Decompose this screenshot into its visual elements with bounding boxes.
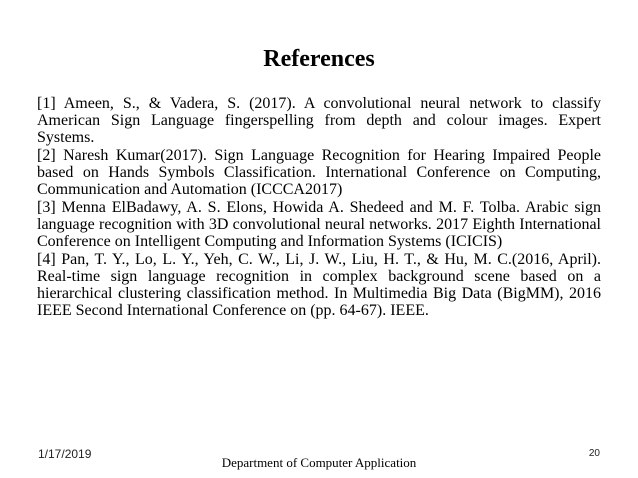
reference-item-1: [1] Ameen, S., & Vadera, S. (2017). A convolutional neural network to classify American Sign Language fingerspelling from depth and colour images. Expert Systems. (37, 95, 601, 146)
footer-page-number: 20 (588, 448, 600, 459)
footer-date: 1/17/2019 (38, 447, 92, 461)
reference-item-2: [2] Naresh Kumar(2017). Sign Language Recognition for Hearing Impaired People based on Hands Symbols Classification. International Conference on Computing, Communication and Automation (ICCCA2017) (37, 147, 601, 198)
footer-department: Department of Computer Application (221, 455, 417, 470)
reference-item-3: [3] Menna ElBadawy, A. S. Elons, Howida A. Shedeed and M. F. Tolba. Arabic sign language recognition with 3D convolutional neural networks. 2017 Eighth International Conference on Intelligent Computing and Information Systems (ICICIS) (37, 199, 601, 250)
reference-item-4: [4] Pan, T. Y., Lo, L. Y., Yeh, C. W., Li, J. W., Liu, H. T., & Hu, M. C.(2016, April). Real-time sign language recognition in complex background scene based on a hierarchical clustering classification method. In Multimedia Big Data (BigMM), 2016 IEEE Second International Conference on (pp. 64-67). IEEE. (37, 251, 601, 319)
slide-title: References (263, 46, 375, 72)
reference-list (37, 95, 601, 320)
